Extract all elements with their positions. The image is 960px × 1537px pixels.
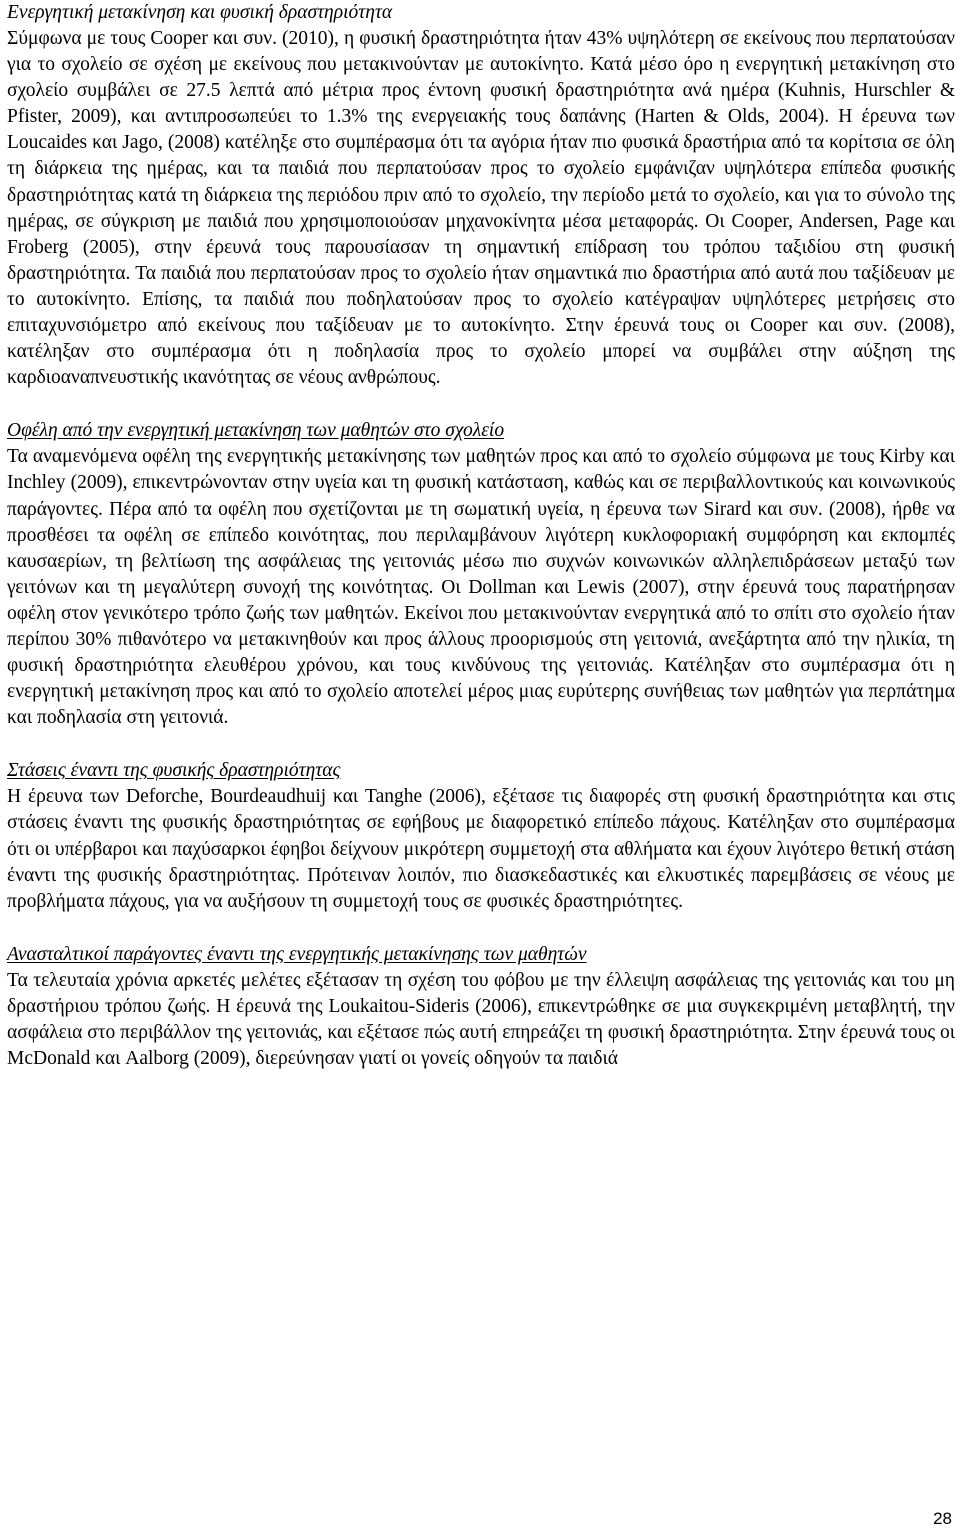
- section-paragraph: Σύμφωνα με τους Cooper και συν. (2010), η φυσική δραστηριότητα ήταν 43% υψηλότερη σε εκείνους που περπατούσαν για το σχολείο σε σχέση με εκείνους που μετακινούνταν με αυτοκίνητο. Κατά μέσο όρο η ενεργητική μετακίνηση στο σχολείο συμβάλει σε 27.5 λεπτά από μέτρια προς έντονη φυσική δραστηριότητα ανά ημέρα (Kuhnis, Hurschler & Pfister, 2009), και αντιπροσωπεύει το 1.3% της ενεργειακής τους δαπάνης (Harten & Olds, 2004). Η έρευνα των Loucaides και Jago, (2008) κατέληξε στο συμπέρασμα ότι τα αγόρια ήταν πιο φυσικά δραστήρια από τα κορίτσια σε όλη τη διάρκεια της ημέρας, και τα παιδιά που περπατούσαν προς το σχολείο εμφάνιζαν υψηλότερα επίπεδα φυσικής δραστηριότητας κατά τη διάρκεια της περιόδου πριν από το σχολείο, την περίοδο μετά το σχολείο, και για το σύνολο της ημέρας, σε σύγκριση με παιδιά που χρησιμοποιούσαν μηχανοκίνητα μέσα μεταφοράς. Οι Cooper, Andersen, Page και Froberg (2005), στην έρευνά τους παρουσίασαν τη σημαντική επίδραση του τρόπου ταξιδίου στη φυσική δραστηριότητα. Τα παιδιά που περπατούσαν προς το σχολείο ήταν σημαντικά πιο δραστήρια από αυτά που ταξίδευαν με το αυτοκίνητο. Επίσης, τα παιδιά που ποδηλατούσαν προς το σχολείο κατέγραψαν υψηλότερες μετρήσεις στο επιταχυνσιόμετρο από εκείνους που ταξίδευαν με το αυτοκίνητο. Στην έρευνά τους οι Cooper και συν. (2008), κατέληξαν στο συμπέρασμα ότι η ποδηλασία προς το σχολείο μπορεί να συμβάλει στην αύξηση της καρδιοαναπνευστικής ικανότητας σε νέους ανθρώπους.: [7, 28, 955, 389]
- section-benefits: [7, 418, 955, 731]
- section-heading: Ανασταλτικοί παράγοντες έναντι της ενεργητικής μετακίνησης των μαθητών: [7, 943, 587, 965]
- section-barriers: [7, 942, 955, 1072]
- section-heading: Ενεργητική μετακίνηση και φυσική δραστηριότητα: [7, 2, 393, 23]
- section-paragraph: Τα τελευταία χρόνια αρκετές μελέτες εξέτασαν τη σχέση του φόβου με την έλλειψη ασφάλειας της γειτονιάς και του μη δραστήριου τρόπου ζωής. Η έρευνά της Loukaitou-Sideris (2006), επικεντρώθηκε σε μια συγκεκριμένη μεταβλητή, την ασφάλεια στο περιβάλλον της γειτονιάς, και εξέτασε πώς αυτή επηρεάζει τη φυσική δραστηριότητα. Στην έρευνά τους οι McDonald και Aalborg (2009), διερεύνησαν γιατί οι γονείς οδηγούν τα παιδιά: [7, 969, 955, 1070]
- section-paragraph: Τα αναμενόμενα οφέλη της ενεργητικής μετακίνησης των μαθητών προς και από το σχολείο σύμφωνα με τους Kirby και Inchley (2009), επικεντρώνονταν στην υγεία και τη φυσική κατάσταση, καθώς και σε περιβαλλοντικούς και κοινωνικούς παράγοντες. Πέρα από τα οφέλη που σχετίζονται με τη σωματική υγεία, η έρευνα των Sirard και συν. (2008), ήρθε να προσθέσει τα οφέλη σε επίπεδο κοινότητας, που περιλαμβάνουν λιγότερη κυκλοφοριακή συμφόρηση και εκπομπές καυσαερίων, τη βελτίωση της ασφάλειας της γειτονιάς μέσω πιο συχνών κοινωνικών αλληλεπιδράσεων μεταξύ των γειτόνων και τη μεγαλύτερη συνοχή της κοινότητας. Οι Dollman και Lewis (2007), στην έρευνά τους παρατήρησαν οφέλη στον γενικότερο τρόπο ζωής των μαθητών. Εκείνοι που μετακινούνταν ενεργητικά από το σπίτι στο σχολείο ήταν περίπου 30% πιθανότερο να μετακινηθούν και προς άλλους προορισμούς στη γειτονιά, ανεξάρτητα από την ηλικία, τη φυσική δραστηριότητα ελευθέρου χρόνου, και τους κινδύνους της γειτονιάς. Κατέληξαν στο συμπέρασμα ότι η ενεργητική μετακίνηση προς και από το σχολείο αποτελεί μέρος μιας ευρύτερης συνήθειας των μαθητών για περπάτημα και ποδηλασία στη γειτονιά.: [7, 446, 955, 729]
- page-number: 28: [933, 1509, 952, 1528]
- section-paragraph: Η έρευνα των Deforche, Bourdeaudhuij και Tanghe (2006), εξέτασε τις διαφορές στη φυσική δραστηριότητα και στις στάσεις έναντι της φυσικής δραστηριότητας σε εφήβους με διαφορετικό επίπεδο πάχους. Κατέληξαν στο συμπέρασμα ότι οι υπέρβαροι και παχύσαρκοι έφηβοι δείχνουν μικρότερη συμμετοχή στα αθλήματα και έχουν λιγότερο θετική στάση έναντι της φυσικής δραστηριότητας. Πρότειναν λοιπόν, πιο διασκεδαστικές και ελκυστικές παρεμβάσεις σε νέους με προβλήματα πάχους, για να αυξήσουν τη συμμετοχή τους σε φυσικές δραστηριότητες.: [7, 786, 955, 912]
- paragraph-spacer: [7, 915, 955, 942]
- section-active-commuting-physical-activity: [7, 0, 955, 391]
- paragraph-spacer: [7, 391, 955, 418]
- section-attitudes: [7, 758, 955, 914]
- document-page: [7, 0, 955, 1072]
- section-heading: Οφέλη από την ενεργητική μετακίνηση των μαθητών στο σχολείο: [7, 420, 505, 442]
- section-heading: Στάσεις έναντι της φυσικής δραστηριότητας: [7, 760, 341, 782]
- paragraph-spacer: [7, 731, 955, 758]
